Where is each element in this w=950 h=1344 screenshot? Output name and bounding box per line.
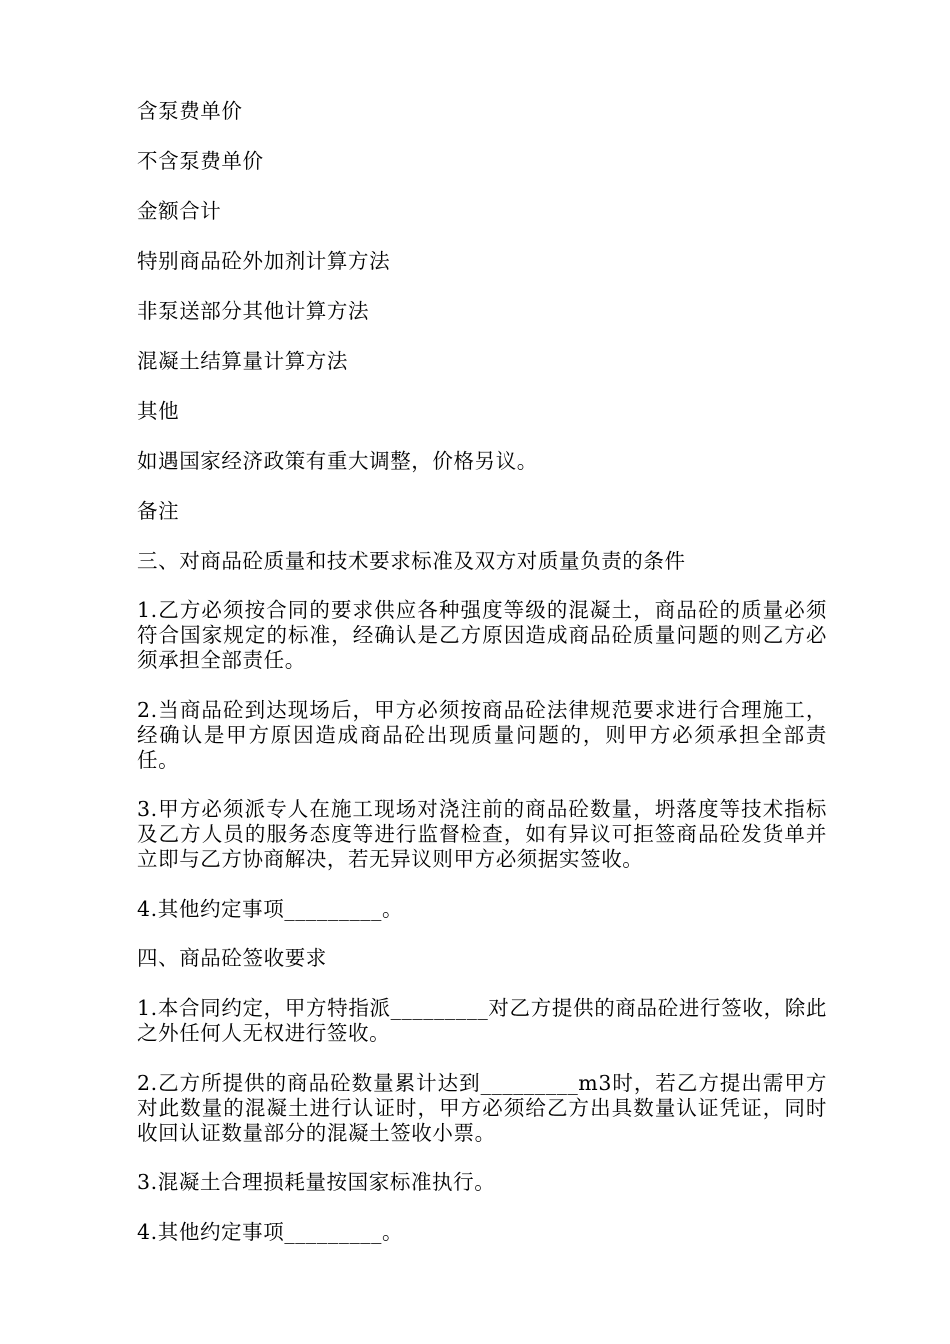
section-4-clause-1: 1.本合同约定，甲方特指派_________对乙方提供的商品砼进行签收，除此之外任何人无权进行签收。 [137, 996, 827, 1045]
section-3-heading: 三、对商品砼质量和技术要求标准及双方对质量负责的条件 [137, 549, 686, 573]
section-3-clause-4: 4.其他约定事项_________。 [137, 897, 404, 921]
section-4-clause-3: 3.混凝土合理损耗量按国家标准执行。 [137, 1170, 496, 1194]
section-4-heading: 四、商品砼签收要求 [137, 946, 327, 970]
section-3-clause-1: 1.乙方必须按合同的要求供应各种强度等级的混凝土，商品砼的质量必须符合国家规定的标准，经确认是乙方原因造成商品砼质量问题的则乙方必须承担全部责任。 [137, 598, 827, 672]
section-4-clause-4: 4.其他约定事项_________。 [137, 1220, 404, 1244]
section-3-clause-3: 3.甲方必须派专人在施工现场对浇注前的商品砼数量，坍落度等技术指标及乙方人员的服务态度等进行监督检查，如有异议可拒签商品砼发货单并立即与乙方协商解决，若无异议则甲方必须据实签收。 [137, 797, 827, 871]
item-settlement-calc: 混凝土结算量计算方法 [137, 349, 348, 373]
price-adjustment-note: 如遇国家经济政策有重大调整，价格另议。 [137, 449, 538, 473]
section-4-clause-2: 2.乙方所提供的商品砼数量累计达到_________m3时，若乙方提出需甲方对此数量的混凝土进行认证时，甲方必须给乙方出具数量认证凭证，同时收回认证数量部分的混凝土签收小票。 [137, 1071, 827, 1145]
item-other: 其他 [137, 399, 180, 423]
item-total-amount: 金额合计 [137, 199, 222, 223]
item-admixture-calc: 特别商品砼外加剂计算方法 [137, 249, 391, 273]
section-3-clause-2: 2.当商品砼到达现场后，甲方必须按商品砼法律规范要求进行合理施工，经确认是甲方原因造成商品砼出现质量问题的，则甲方必须承担全部责任。 [137, 698, 827, 772]
item-no-pump-fee-unit-price: 不含泵费单价 [137, 149, 264, 173]
item-pump-fee-unit-price: 含泵费单价 [137, 99, 243, 123]
item-remarks: 备注 [137, 499, 180, 523]
item-non-pumped-calc: 非泵送部分其他计算方法 [137, 299, 370, 323]
